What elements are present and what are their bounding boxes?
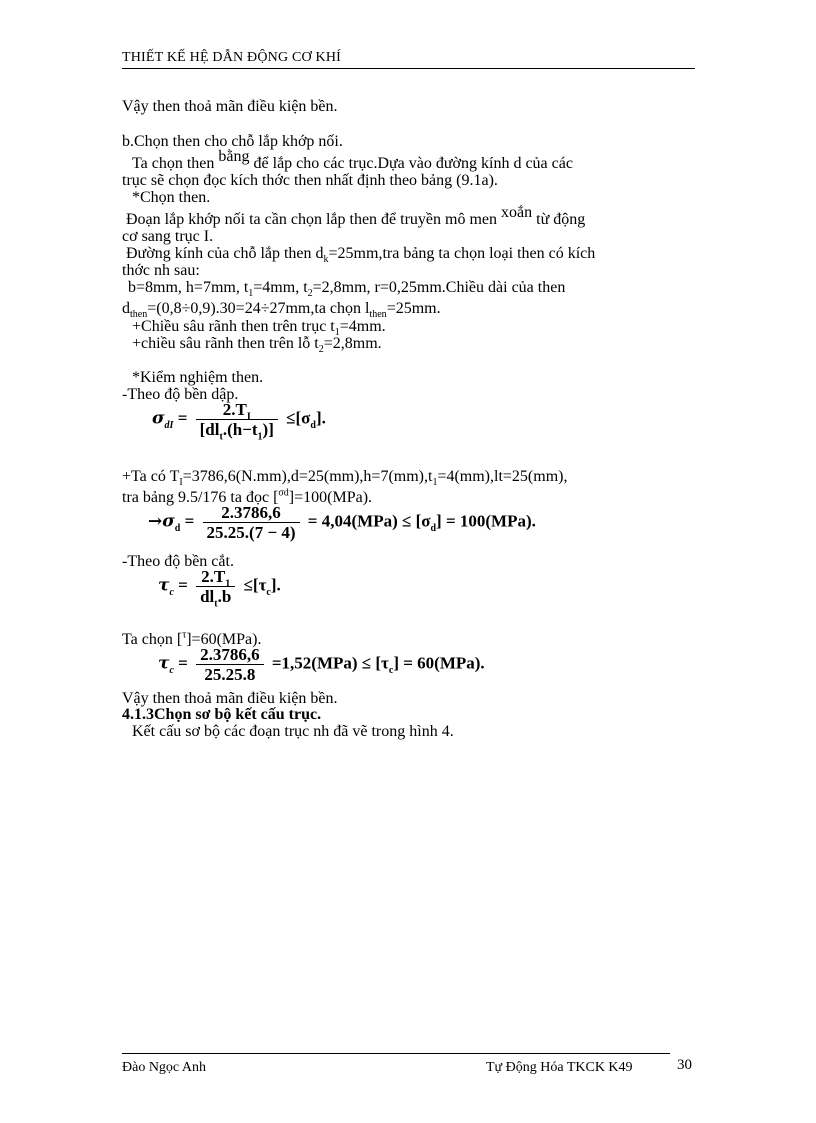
page-number: 30	[677, 1057, 692, 1073]
header-rule	[122, 68, 695, 69]
paragraph-line: +Chiều sâu rãnh then trên trục $t_1=4mm$.	[132, 318, 386, 339]
formula-crush-stress: $\sigma_{dI}$ = $\frac{2.T_I}{[dl_t.(h-t_1)]}$ $\le[\sigma_d]$.	[152, 400, 326, 443]
paragraph-line: b=8mm, h=7mm, $t_1=4mm$, $t_2=2,8mm$, r=0,25mm.Chiều dài của then	[128, 279, 566, 300]
paragraph-line: Đoạn lắp khớp nối ta cần chọn lắp then để truyền mô men xoắn từ động	[126, 204, 586, 228]
paragraph-line: trục sẽ chọn đọc kích thớc then nhất định theo bảng (9.1a).	[122, 172, 498, 189]
paragraph-line: Đường kính của chỗ lắp then $d_k=25mm,tra$ bảng ta chọn loại then có kích	[126, 245, 596, 266]
fraction: $\frac{2.3786,6}{25.25.8}$	[196, 645, 264, 684]
page-header-title: THIẾT KẾ HỆ DẪN ĐỘNG CƠ KHÍ	[122, 50, 342, 65]
footer-rule	[122, 1053, 670, 1054]
footer-department: Tự Động Hóa TKCK K49	[486, 1060, 633, 1075]
paragraph-line: *Kiểm nghiệm then.	[132, 369, 264, 386]
formula-shear-result: $\tau_c$ = $\frac{2.3786,6}{25.25.8}$ $=1,52(MPa) \le [\tau_c] = 60(MPa)$.	[158, 645, 485, 684]
footer-author: Đào Ngọc Anh	[122, 1060, 206, 1075]
paragraph-line: -Theo độ bền cắt.	[122, 553, 234, 570]
paragraph-line: *Chọn then.	[132, 189, 211, 206]
paragraph-line: thớc nh sau:	[122, 262, 200, 279]
paragraph-line: +Ta có $T_I=3786,6(N.mm),d=25(mm),h=7(mm),t_1=4(mm),lt=25(mm)$,	[122, 468, 568, 489]
fraction: $\frac{2.T_1}{dl_t.b}$	[196, 567, 235, 606]
paragraph-line: Kết cấu sơ bộ các đoạn trục nh đã vẽ trong hình 4.	[132, 723, 454, 740]
paragraph-line: $d_{then}=(0,8\div 0,9).30=24\div 27mm,ta$ chọn $l_{then}=25mm$.	[122, 300, 441, 321]
conclusion-line: Vậy then thoả mãn điều kiện bền.	[122, 98, 338, 115]
formula-crush-result: $\to\sigma_d$ = $\frac{2.3786,6}{25.25.(7 - 4)}$ = $4,04(MPa) \le [\sigma_d] = 100(MPa)$.	[148, 503, 536, 542]
paragraph-line: cơ sang trục I.	[122, 228, 214, 245]
section-b-heading: b.Chọn then cho chỗ lắp khớp nối.	[122, 133, 343, 150]
section-heading: 4.1.3Chọn sơ bộ kết cấu trục.	[122, 706, 322, 723]
paragraph-line: Ta chọn then bằng để lắp cho các trục.Dựa vào đường kính d của các	[132, 148, 573, 172]
paragraph-line: -Theo độ bền dập.	[122, 386, 239, 403]
fraction: $\frac{2.3786,6}{25.25.(7 - 4)}$	[203, 503, 300, 542]
paragraph-line: Ta chọn [$^\tau$]=60(MPa).	[122, 629, 262, 648]
conclusion-line: Vậy then thoả mãn điều kiện bền.	[122, 690, 338, 707]
paragraph-line: +chiều sâu rãnh then trên lỗ $t_2=2,8mm$.	[132, 335, 382, 356]
formula-shear-stress: $\tau_c$ = $\frac{2.T_1}{dl_t.b}$ $\le[\tau_c]$.	[158, 567, 281, 610]
fraction: $\frac{2.T_I}{[dl_t.(h-t_1)]}$	[196, 400, 278, 439]
paragraph-line: tra bảng 9.5/176 ta đọc [$^{\sigma d}$]=100(MPa).	[122, 487, 373, 506]
